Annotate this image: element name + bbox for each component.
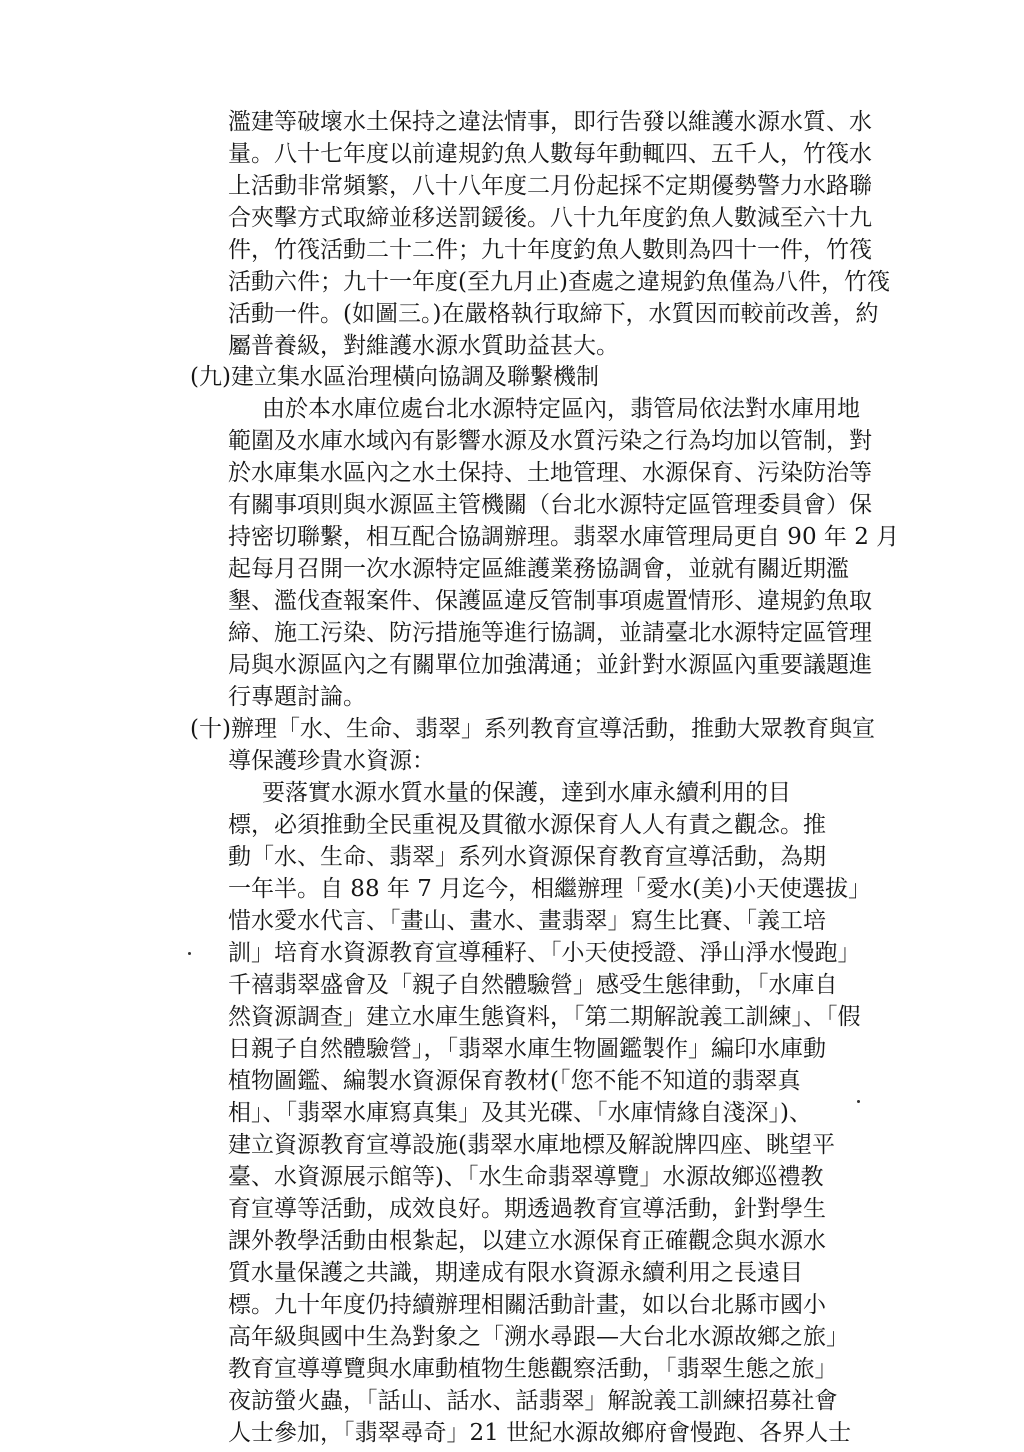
text-line: 活動六件；九十一年度(至九月止)查處之違規釣魚僅為八件，竹筏 — [228, 269, 890, 295]
text-line: 有關事項則與水源區主管機關（台北水源特定區管理委員會）保 — [228, 492, 872, 518]
text-line: 質水量保護之共識，期達成有限水資源永續利用之長遠目 — [228, 1260, 803, 1286]
text-line: 惜水愛水代言、「畫山、畫水、畫翡翠」寫生比賽、「義工培 — [228, 908, 826, 934]
text-line: 相」、「翡翠水庫寫真集」及其光碟、「水庫情緣自淺深」)、 — [228, 1100, 812, 1126]
text-line: 量。八十七年度以前違規釣魚人數每年動輒四、五千人，竹筏水 — [228, 141, 872, 167]
text-line: 植物圖鑑、編製水資源保育教材(「您不能不知道的翡翠真 — [228, 1068, 801, 1094]
text-line: 高年級與國中生為對象之「溯水尋跟—大台北水源故鄉之旅」 — [228, 1324, 849, 1350]
text-line: 合夾擊方式取締並移送罰鍰後。八十九年度釣魚人數減至六十九 — [228, 205, 872, 231]
text-line: 建立資源教育宣導設施(翡翠水庫地標及解說牌四座、眺望平 — [228, 1132, 835, 1158]
text-line: 由於本水庫位處台北水源特定區內，翡管局依法對水庫用地 — [262, 396, 860, 422]
text-line: 持密切聯繫，相互配合協調辦理。翡翠水庫管理局更自 90 年 2 月 — [228, 524, 900, 550]
text-line: 千禧翡翠盛會及「親子自然體驗營」感受生態律動，「水庫自 — [228, 972, 838, 998]
text-line: 一年半。自 88 年 7 月迄今，相繼辦理「愛水(美)小天使選拔」 — [228, 876, 872, 902]
text-line: 行專題討論。 — [228, 684, 366, 710]
text-line: 然資源調查」建立水庫生態資料，「第二期解說義工訓練」、「假 — [228, 1004, 861, 1030]
heading-text: 導保護珍貴水資源： — [228, 748, 435, 774]
text-line: 夜訪螢火蟲，「話山、話水、話翡翠」解說義工訓練招募社會 — [228, 1388, 838, 1414]
scan-speck — [857, 1100, 860, 1103]
text-line: 動「水、生命、翡翠」系列水資源保育教育宣導活動，為期 — [228, 844, 826, 870]
text-line: 人士參加，「翡翠尋奇」21 世紀水源故鄉府會慢跑、各界人士 — [228, 1420, 852, 1446]
text-line: 標。九十年度仍持續辦理相關活動計畫，如以台北縣市國小 — [228, 1292, 826, 1318]
text-line: 起每月召開一次水源特定區維護業務協調會，並就有關近期濫 — [228, 556, 849, 582]
text-line: 締、施工污染、防污措施等進行協調，並請臺北水源特定區管理 — [228, 620, 872, 646]
text-line: 要落實水源水質水量的保護，達到水庫永續利用的目 — [262, 780, 791, 806]
text-line: 範圍及水庫水域內有影響水源及水質污染之行為均加以管制，對 — [228, 428, 872, 454]
heading-text: (九)建立集水區治理橫向協調及聯繫機制 — [190, 364, 599, 390]
text-line: 局與水源區內之有關單位加強溝通；並針對水源區內重要議題進 — [228, 652, 872, 678]
text-line: 育宣導等活動，成效良好。期透過教育宣導活動，針對學生 — [228, 1196, 826, 1222]
text-line: 標，必須推動全民重視及貫徹水源保育人人有責之觀念。推 — [228, 812, 826, 838]
text-line: 臺、水資源展示館等)、「水生命翡翠導覽」水源故鄉巡禮教 — [228, 1164, 824, 1190]
text-line: 屬普養級，對維護水源水質助益甚大。 — [228, 333, 619, 359]
text-line: 上活動非常頻繁，八十八年度二月份起採不定期優勢警力水路聯 — [228, 173, 872, 199]
text-line: 活動一件。(如圖三。)在嚴格執行取締下，水質因而較前改善，約 — [228, 301, 879, 327]
heading-text: (十)辦理「水、生命、翡翠」系列教育宣導活動，推動大眾教育與宣 — [190, 716, 875, 742]
text-line: 墾、濫伐查報案件、保護區違反管制事項處置情形、違規釣魚取 — [228, 588, 872, 614]
text-line: 於水庫集水區內之水土保持、土地管理、水源保育、污染防治等 — [228, 460, 872, 486]
text-line: 教育宣導導覽與水庫動植物生態觀察活動，「翡翠生態之旅」 — [228, 1356, 838, 1382]
scan-speck — [188, 952, 191, 955]
text-line: 濫建等破壞水土保持之違法情事，即行告發以維護水源水質、水 — [228, 109, 872, 135]
text-line: 訓」培育水資源教育宣導種籽、「小天使授證、淨山淨水慢跑」 — [228, 940, 861, 966]
text-line: 件，竹筏活動二十二件；九十年度釣魚人數則為四十一件，竹筏 — [228, 237, 872, 263]
text-line: 課外教學活動由根紮起，以建立水源保育正確觀念與水源水 — [228, 1228, 826, 1254]
text-line: 日親子自然體驗營」，「翡翠水庫生物圖鑑製作」編印水庫動 — [228, 1036, 826, 1062]
